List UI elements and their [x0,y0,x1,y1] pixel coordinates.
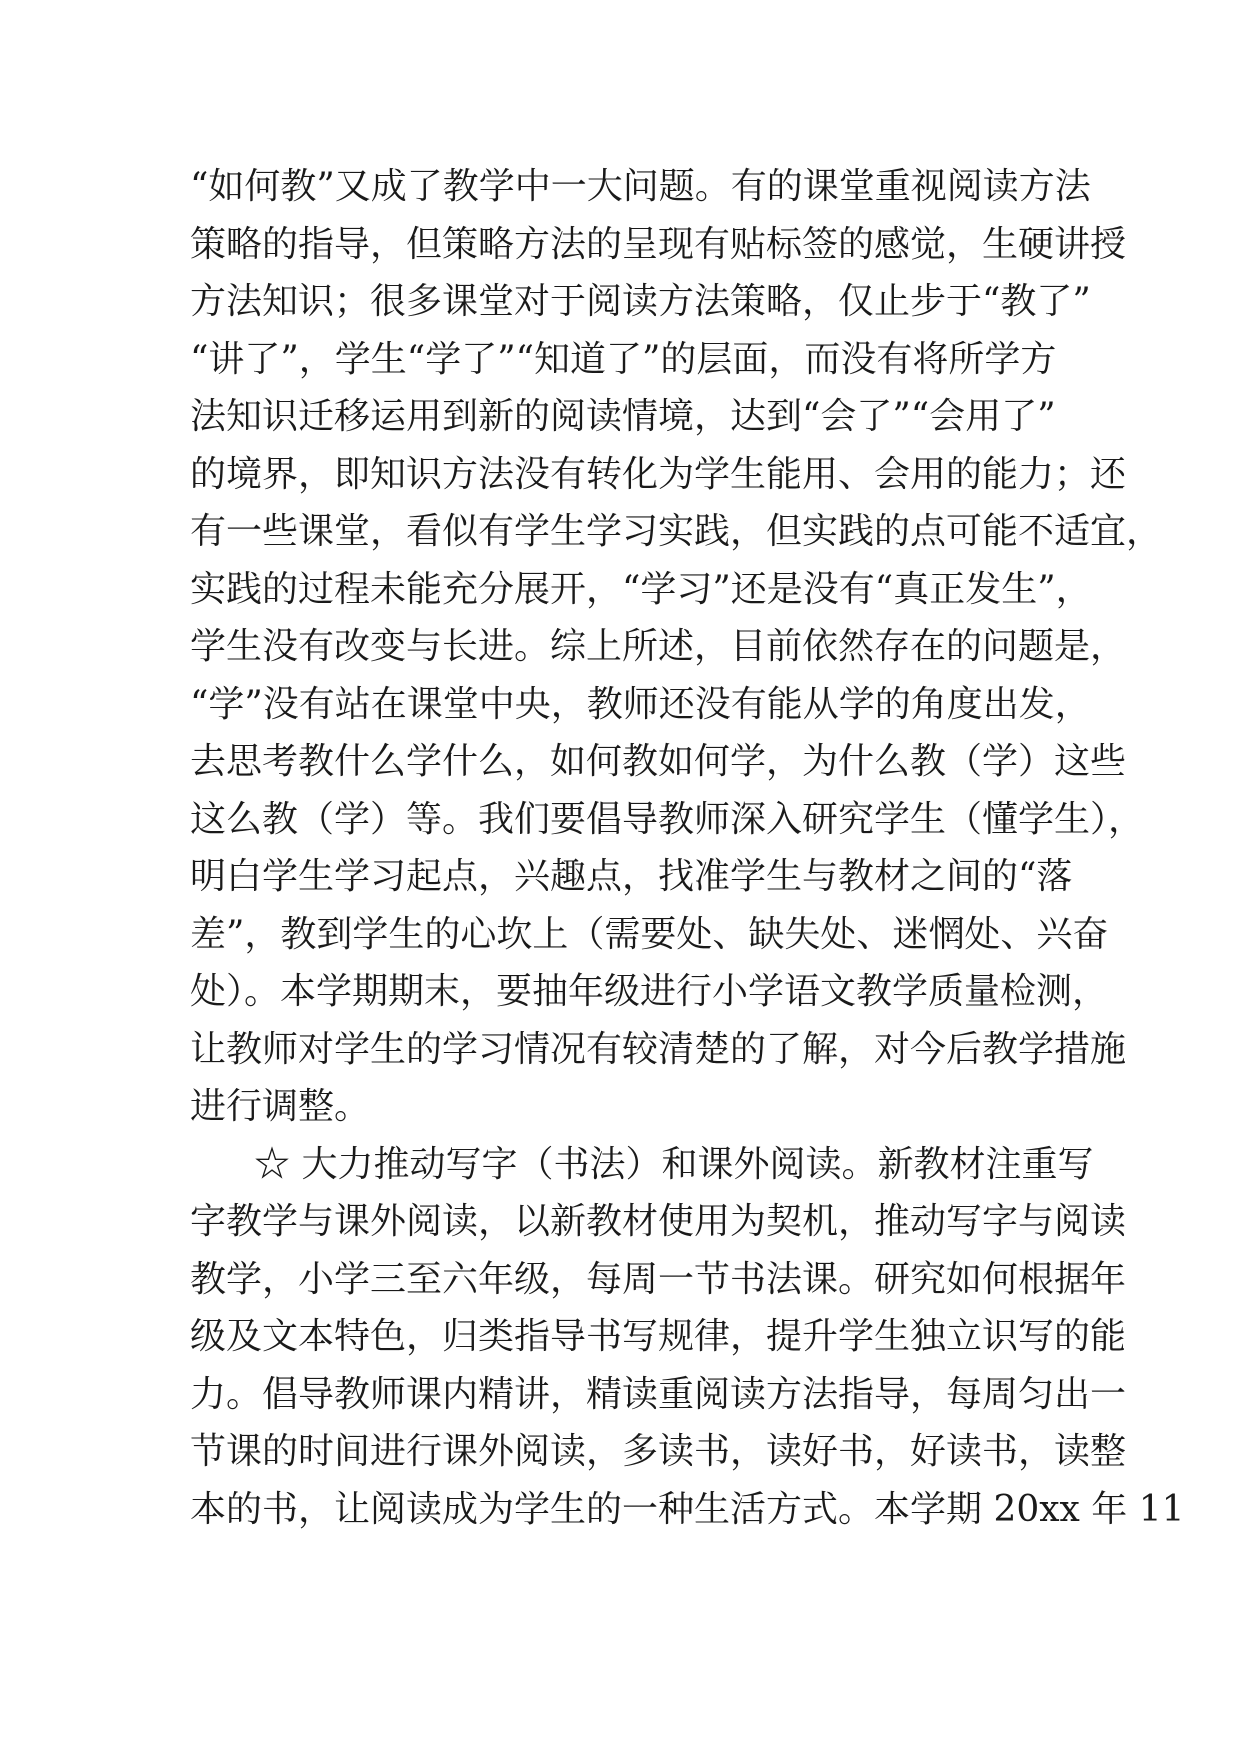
text-line: 有一些课堂，看似有学生学习实践，但实践的点可能不适宜， [190,511,1163,552]
text-line: 明白学生学习起点，兴趣点，找准学生与教材之间的“落 [190,856,1073,897]
text-line: ☆ 大力推动写字（书法）和课外阅读。新教材注重写 [254,1143,1094,1185]
text-line: 节课的时间进行课外阅读，多读书，读好书，好读书，读整 [190,1431,1127,1472]
text-line: 去思考教什么学什么，如何教如何学，为什么教（学）这些 [190,741,1127,782]
text-line: 处）。本学期期末，要抽年级进行小学语文教学质量检测， [190,971,1109,1012]
text-line: 这么教（学）等。我们要倡导教师深入研究学生（懂学生）， [190,798,1145,840]
text-line: 让教师对学生的学习情况有较清楚的了解，对今后教学措施 [190,1028,1127,1070]
text-line: 方法知识；很多课堂对于阅读方法策略，仅止步于“教了” [190,281,1091,322]
text-line: 级及文本特色，归类指导书写规律，提升学生独立识写的能 [190,1316,1127,1357]
text-line: 的境界，即知识方法没有转化为学生能用、会用的能力；还 [190,453,1127,495]
text-line: 力。倡导教师课内精讲，精读重阅读方法指导，每周匀出一 [190,1373,1127,1415]
text-line: “讲了”，学生“学了”“知道了”的层面，而没有将所学方 [190,338,1057,380]
text-line: 字教学与课外阅读，以新教材使用为契机，推动写字与阅读 [190,1201,1127,1242]
body-text [190,158,1185,1538]
text-line: 本的书，让阅读成为学生的一种生活方式。本学期 20xx 年 11 [190,1488,1185,1530]
text-line: 教学，小学三至六年级，每周一节书法课。研究如何根据年 [190,1258,1127,1300]
text-line: 差”，教到学生的心坎上（需要处、缺失处、迷惘处、兴奋 [190,913,1109,955]
text-line: 学生没有改变与长进。综上所述，目前依然存在的问题是， [190,626,1127,667]
text-line: “如何教”又成了教学中一大问题。有的课堂重视阅读方法 [190,166,1091,207]
text-line: 法知识迁移运用到新的阅读情境，达到“会了”“会用了” [190,396,1056,437]
text-line: 进行调整。 [190,1086,371,1127]
text-line: 策略的指导，但策略方法的呈现有贴标签的感觉，生硬讲授 [190,223,1127,265]
text-line: “学”没有站在课堂中央，教师还没有能从学的角度出发， [190,683,1091,725]
text-line: 实践的过程未能充分展开，“学习”还是没有“真正发生”， [190,568,1092,610]
